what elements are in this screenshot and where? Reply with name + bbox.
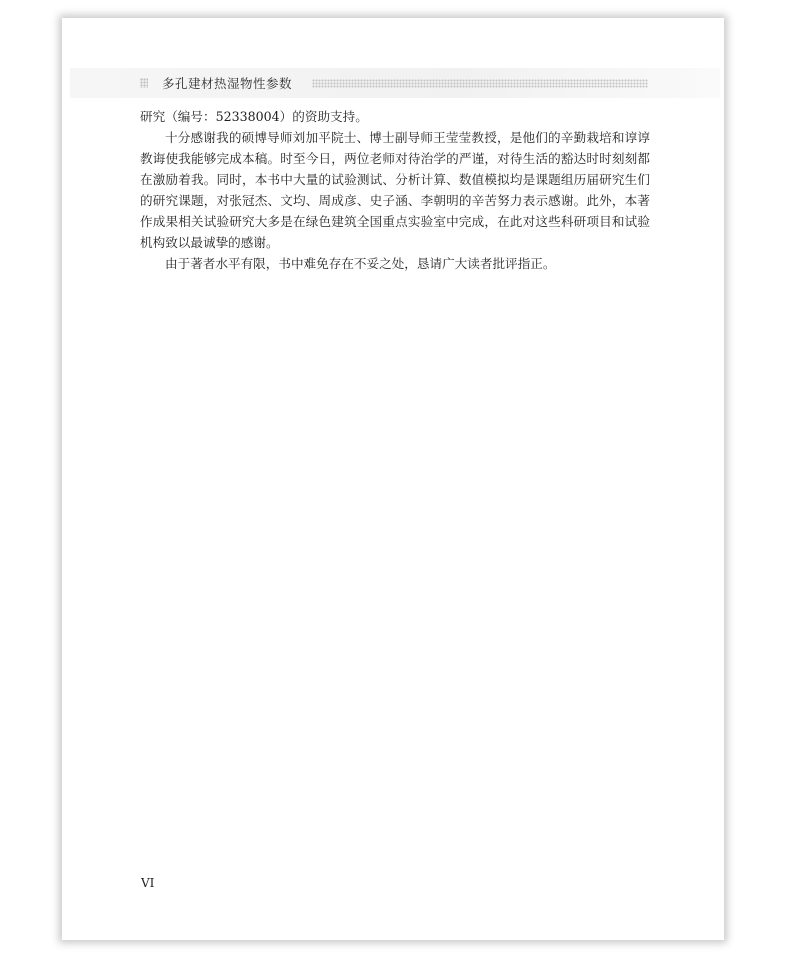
paragraph-acknowledgement: 十分感谢我的硕博导师刘加平院士、博士副导师王莹莹教授，是他们的辛勤栽培和谆谆教诲使我能够完成本稿。时至今日，两位老师对待治学的严谨，对待生活的豁达时时刻刻都在激励着我。同时，本书中大量的试验测试、分析计算、数值模拟均是课题组历届研究生们的研究课题，对张冠杰、文均、周成彦、史子涵、李朝明的辛苦努力表示感谢。此外，本著作成果相关试验研究大多是在绿色建筑全国重点实验室中完成，在此对这些科研项目和试验机构致以最诚挚的感谢。 [140,130,650,250]
header-dot-ornament-left [140,78,148,88]
paragraph-closing: 由于著者水平有限，书中难免存在不妥之处，恳请广大读者批评指正。 [165,256,556,271]
body-text [140,106,650,274]
paragraph-continuation: 研究（编号：52338004）的资助支持。 [140,109,368,124]
running-header-title: 多孔建材热湿物性参数 [162,76,293,91]
page-number: VI [141,876,155,890]
header-dot-ornament-right [312,79,648,88]
